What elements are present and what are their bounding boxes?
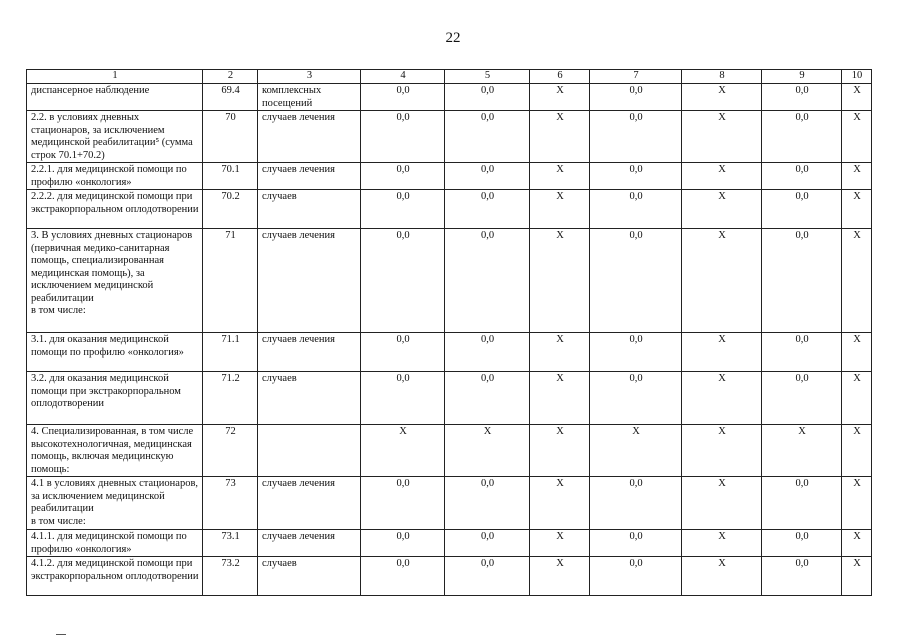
table-row xyxy=(27,229,872,333)
col-header: 6 xyxy=(530,70,590,84)
cell-value: 0,0 xyxy=(590,84,682,111)
row-unit: комплексных посещений xyxy=(258,84,361,111)
cell-value: 0,0 xyxy=(762,163,842,190)
table-row xyxy=(27,190,872,229)
column-number-row xyxy=(27,70,872,84)
cell-value: 0,0 xyxy=(762,111,842,163)
cell-value: X xyxy=(842,372,872,425)
cell-value: X xyxy=(842,530,872,557)
col-header: 2 xyxy=(203,70,258,84)
cell-value: X xyxy=(682,425,762,477)
cell-value: X xyxy=(530,111,590,163)
row-label: 4. Специализированная, в том числе высокотехнологичная, медицинская помощь, включая медицинскую помощь: xyxy=(27,425,203,477)
row-code: 73.2 xyxy=(203,557,258,596)
cell-value: 0,0 xyxy=(361,190,445,229)
cell-value: X xyxy=(530,163,590,190)
cell-value: 0,0 xyxy=(361,372,445,425)
cell-value: 0,0 xyxy=(590,111,682,163)
cell-value: X xyxy=(530,557,590,596)
row-label: 3.2. для оказания медицинской помощи при экстракорпоральном оплодотворении xyxy=(27,372,203,425)
cell-value: 0,0 xyxy=(361,111,445,163)
cell-value: 0,0 xyxy=(445,229,530,333)
cell-value: 0,0 xyxy=(445,477,530,530)
col-header: 5 xyxy=(445,70,530,84)
cell-value: X xyxy=(682,372,762,425)
cell-value: X xyxy=(530,229,590,333)
row-label: 3.1. для оказания медицинской помощи по профилю «онкология» xyxy=(27,333,203,372)
cell-value: X xyxy=(842,111,872,163)
cell-value: 0,0 xyxy=(762,229,842,333)
row-code: 70 xyxy=(203,111,258,163)
cell-value: X xyxy=(682,530,762,557)
row-unit: случаев лечения xyxy=(258,333,361,372)
cell-value: 0,0 xyxy=(445,163,530,190)
row-unit: случаев лечения xyxy=(258,163,361,190)
cell-value: X xyxy=(842,477,872,530)
row-code: 71.1 xyxy=(203,333,258,372)
row-code: 69.4 xyxy=(203,84,258,111)
table-row xyxy=(27,530,872,557)
cell-value: 0,0 xyxy=(445,372,530,425)
cell-value: X xyxy=(530,530,590,557)
col-header: 10 xyxy=(842,70,872,84)
cell-value: X xyxy=(682,163,762,190)
cell-value: X xyxy=(842,557,872,596)
row-code: 70.1 xyxy=(203,163,258,190)
cell-value: 0,0 xyxy=(762,333,842,372)
row-unit: случаев лечения xyxy=(258,229,361,333)
row-unit: случаев xyxy=(258,372,361,425)
table-row xyxy=(27,333,872,372)
cell-value: 0,0 xyxy=(445,557,530,596)
row-unit: случаев лечения xyxy=(258,477,361,530)
cell-value: 0,0 xyxy=(445,190,530,229)
data-table xyxy=(26,69,872,596)
table-row xyxy=(27,84,872,111)
cell-value: 0,0 xyxy=(361,477,445,530)
cell-value: X xyxy=(530,477,590,530)
row-code: 71.2 xyxy=(203,372,258,425)
cell-value: 0,0 xyxy=(762,477,842,530)
cell-value: X xyxy=(682,229,762,333)
footnote-rule xyxy=(56,634,66,635)
cell-value: 0,0 xyxy=(762,530,842,557)
cell-value: X xyxy=(530,333,590,372)
cell-value: X xyxy=(842,333,872,372)
row-label: 2.2. в условиях дневных стационаров, за исключением медицинской реабилитации⁵ (сумма строк 70.1+70.2) xyxy=(27,111,203,163)
cell-value: 0,0 xyxy=(361,557,445,596)
row-label: диспансерное наблюдение xyxy=(27,84,203,111)
row-unit: случаев xyxy=(258,557,361,596)
cell-value: X xyxy=(530,372,590,425)
cell-value: 0,0 xyxy=(590,477,682,530)
cell-value: X xyxy=(842,84,872,111)
cell-value: X xyxy=(590,425,682,477)
cell-value: 0,0 xyxy=(361,163,445,190)
row-label: 2.2.2. для медицинской помощи при экстракорпоральном оплодотворении xyxy=(27,190,203,229)
table-row xyxy=(27,372,872,425)
col-header: 9 xyxy=(762,70,842,84)
row-code: 70.2 xyxy=(203,190,258,229)
cell-value: X xyxy=(530,425,590,477)
col-header: 1 xyxy=(27,70,203,84)
cell-value: 0,0 xyxy=(361,333,445,372)
row-code: 72 xyxy=(203,425,258,477)
row-label: 4.1.2. для медицинской помощи при экстракорпоральном оплодотворении xyxy=(27,557,203,596)
cell-value: 0,0 xyxy=(762,557,842,596)
page-number: 22 xyxy=(445,30,461,46)
cell-value: X xyxy=(361,425,445,477)
row-label: 3. В условиях дневных стационаров (первичная медико-санитарная помощь, специализированная медицинская помощь), за исключением медицинской реабилитации в том числе: xyxy=(27,229,203,333)
cell-value: 0,0 xyxy=(445,111,530,163)
cell-value: 0,0 xyxy=(590,163,682,190)
table-row xyxy=(27,557,872,596)
col-header: 8 xyxy=(682,70,762,84)
cell-value: 0,0 xyxy=(445,333,530,372)
cell-value: X xyxy=(682,477,762,530)
col-header: 3 xyxy=(258,70,361,84)
row-unit: случаев лечения xyxy=(258,111,361,163)
col-header: 7 xyxy=(590,70,682,84)
row-code: 73.1 xyxy=(203,530,258,557)
cell-value: 0,0 xyxy=(590,229,682,333)
cell-value: 0,0 xyxy=(762,84,842,111)
cell-value: X xyxy=(682,557,762,596)
cell-value: X xyxy=(530,84,590,111)
cell-value: 0,0 xyxy=(361,530,445,557)
row-unit: случаев лечения xyxy=(258,530,361,557)
row-code: 71 xyxy=(203,229,258,333)
cell-value: X xyxy=(530,190,590,229)
cell-value: X xyxy=(762,425,842,477)
row-unit xyxy=(258,425,361,477)
table-row xyxy=(27,477,872,530)
cell-value: 0,0 xyxy=(445,530,530,557)
cell-value: X xyxy=(842,163,872,190)
row-label: 4.1 в условиях дневных стационаров, за исключением медицинской реабилитации в том числе: xyxy=(27,477,203,530)
cell-value: 0,0 xyxy=(445,84,530,111)
cell-value: 0,0 xyxy=(361,84,445,111)
cell-value: X xyxy=(842,229,872,333)
cell-value: 0,0 xyxy=(361,229,445,333)
cell-value: X xyxy=(682,333,762,372)
row-label: 2.2.1. для медицинской помощи по профилю «онкология» xyxy=(27,163,203,190)
row-code: 73 xyxy=(203,477,258,530)
cell-value: 0,0 xyxy=(762,372,842,425)
cell-value: 0,0 xyxy=(590,557,682,596)
cell-value: X xyxy=(682,84,762,111)
cell-value: 0,0 xyxy=(590,333,682,372)
row-unit: случаев xyxy=(258,190,361,229)
cell-value: 0,0 xyxy=(590,190,682,229)
cell-value: 0,0 xyxy=(590,372,682,425)
table-row xyxy=(27,111,872,163)
cell-value: X xyxy=(445,425,530,477)
table-row xyxy=(27,425,872,477)
cell-value: X xyxy=(682,190,762,229)
cell-value: X xyxy=(682,111,762,163)
cell-value: 0,0 xyxy=(762,190,842,229)
cell-value: 0,0 xyxy=(590,530,682,557)
cell-value: X xyxy=(842,425,872,477)
col-header: 4 xyxy=(361,70,445,84)
cell-value: X xyxy=(842,190,872,229)
row-label: 4.1.1. для медицинской помощи по профилю «онкология» xyxy=(27,530,203,557)
table-row xyxy=(27,163,872,190)
